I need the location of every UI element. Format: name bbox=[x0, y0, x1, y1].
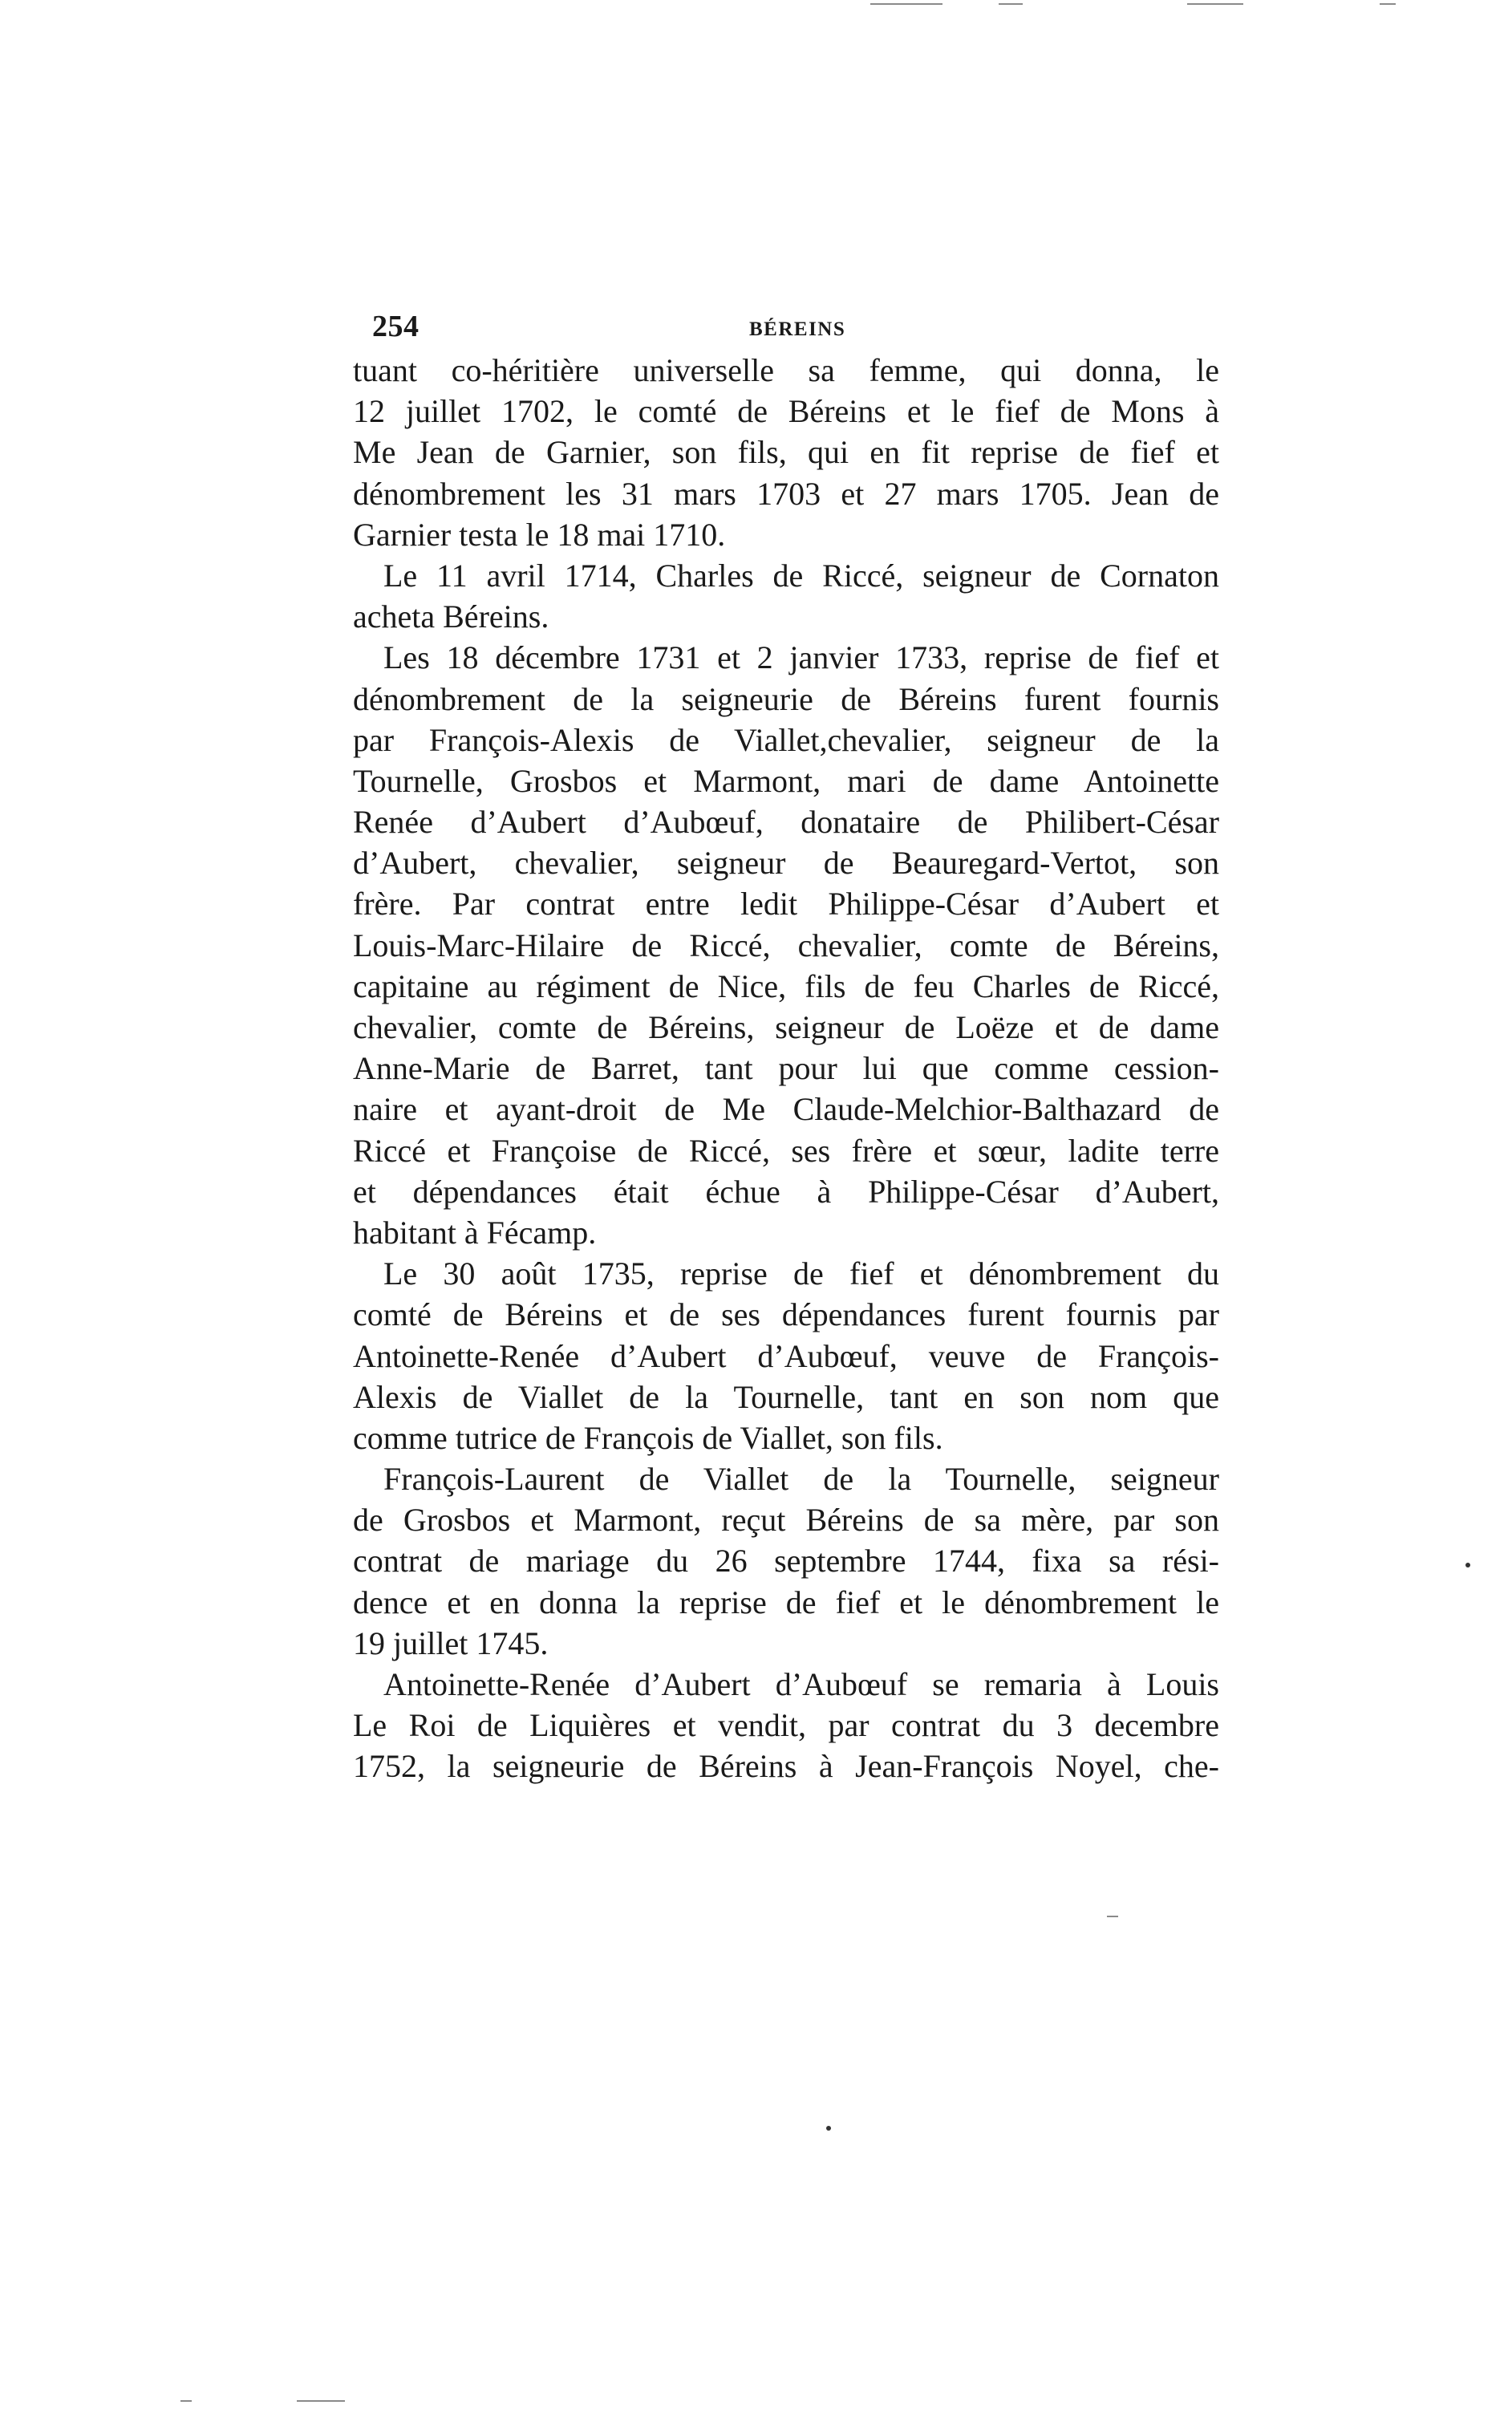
text-line: dénombrement les 31 mars 1703 et 27 mars 1705. Jean de bbox=[353, 475, 1219, 512]
text-line: Le 11 avril 1714, Charles de Riccé, seigneur de Cornaton bbox=[383, 557, 1219, 594]
body-text bbox=[353, 350, 1219, 1787]
text-line: comté de Béreins et de ses dépendances furent fournis par bbox=[353, 1296, 1219, 1333]
page-header bbox=[372, 309, 1222, 349]
text-line: Le Roi de Liquières et vendit, par contrat du 3 decembre bbox=[353, 1707, 1219, 1744]
text-line: François-Laurent de Viallet de la Tournelle, seigneur bbox=[383, 1461, 1219, 1498]
text-line: tuant co-héritière universelle sa femme, qui donna, le bbox=[353, 352, 1219, 388]
text-line: Louis-Marc-Hilaire de Riccé, chevalier, comte de Béreins, bbox=[353, 927, 1219, 963]
text-line: 19 juillet 1745. bbox=[353, 1624, 549, 1661]
top-edge-mark bbox=[1380, 3, 1396, 5]
text-line: Le 30 août 1735, reprise de fief et dénombrement du bbox=[383, 1255, 1219, 1292]
top-edge-mark bbox=[999, 3, 1023, 5]
text-line: comme tutrice de François de Viallet, son fils. bbox=[353, 1419, 943, 1456]
text-line: chevalier, comte de Béreins, seigneur de Loëze et de dame bbox=[353, 1009, 1219, 1045]
bottom-edge-mark bbox=[297, 2400, 345, 2402]
text-line: 12 juillet 1702, le comté de Béreins et le fief de Mons à bbox=[353, 393, 1219, 430]
text-line: Garnier testa le 18 mai 1710. bbox=[353, 516, 726, 553]
text-line: habitant à Fécamp. bbox=[353, 1214, 597, 1251]
text-line: Me Jean de Garnier, son fils, qui en fit reprise de fief et bbox=[353, 434, 1219, 471]
text-line: dence et en donna la reprise de fief et le dénombrement le bbox=[353, 1584, 1219, 1620]
text-line: et dépendances était échue à Philippe-César d’Aubert, bbox=[353, 1173, 1219, 1210]
text-line: Antoinette-Renée d’Aubert d’Aubœuf, veuve de François- bbox=[353, 1337, 1219, 1374]
text-line: frère. Par contrat entre ledit Philippe-César d’Aubert et bbox=[353, 886, 1219, 923]
text-line: de Grosbos et Marmont, reçut Béreins de sa mère, par son bbox=[353, 1502, 1219, 1539]
text-line: Anne-Marie de Barret, tant pour lui que comme cession- bbox=[353, 1050, 1219, 1087]
text-line: d’Aubert, chevalier, seigneur de Beauregard-Vertot, son bbox=[353, 845, 1219, 882]
running-head: BÉREINS bbox=[749, 318, 846, 340]
text-line: Tournelle, Grosbos et Marmont, mari de dame Antoinette bbox=[353, 762, 1219, 799]
bottom-dash-mark bbox=[1107, 1916, 1118, 1917]
text-line: par François-Alexis de Viallet,chevalier, seigneur de la bbox=[353, 721, 1219, 758]
text-line: capitaine au régiment de Nice, fils de feu Charles de Riccé, bbox=[353, 967, 1219, 1004]
text-line: Antoinette-Renée d’Aubert d’Aubœuf se remaria à Louis bbox=[383, 1666, 1219, 1702]
ink-speck bbox=[826, 2126, 831, 2131]
text-line: Les 18 décembre 1731 et 2 janvier 1733, reprise de fief et bbox=[383, 639, 1219, 676]
top-edge-mark bbox=[1187, 3, 1243, 5]
text-line: dénombrement de la seigneurie de Béreins furent fournis bbox=[353, 680, 1219, 717]
text-line: acheta Béreins. bbox=[353, 598, 549, 635]
text-line: Riccé et Françoise de Riccé, ses frère et sœur, ladite terre bbox=[353, 1132, 1219, 1169]
top-edge-mark bbox=[870, 3, 942, 5]
text-line: 1752, la seigneurie de Béreins à Jean-François Noyel, che- bbox=[353, 1748, 1219, 1785]
text-line: contrat de mariage du 26 septembre 1744, fixa sa rési- bbox=[353, 1543, 1219, 1580]
text-line: naire et ayant-droit de Me Claude-Melchior-Balthazard de bbox=[353, 1091, 1219, 1128]
bottom-edge-mark bbox=[180, 2400, 192, 2402]
page-number: 254 bbox=[372, 310, 420, 343]
text-line: Renée d’Aubert d’Aubœuf, donataire de Philibert-César bbox=[353, 804, 1219, 841]
ink-speck bbox=[1465, 1563, 1470, 1567]
text-line: Alexis de Viallet de la Tournelle, tant en son nom que bbox=[353, 1378, 1219, 1415]
